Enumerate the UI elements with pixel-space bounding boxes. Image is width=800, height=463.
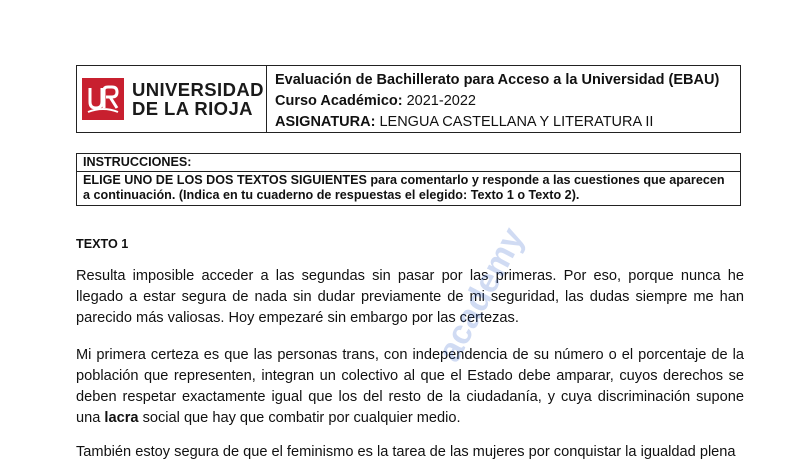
- university-logo: [77, 66, 267, 132]
- course-value: 2021-2022: [406, 93, 476, 109]
- university-crest-icon: [82, 78, 124, 120]
- course-line: [275, 91, 740, 112]
- exam-title: Evaluación de Bachillerato para Acceso a la Universidad (EBAU): [275, 72, 720, 88]
- course-label: Curso Académico:: [275, 93, 403, 109]
- instructions-box: [76, 153, 741, 206]
- exam-header: [76, 65, 741, 133]
- text1-paragraph-1: Resulta imposible acceder a las segundas sin pasar por las primeras. Por eso, porque nunca he llegado a estar segura de nada sin dudar previamente de mi seguridad, las dudas siempre me han parecido más valiosas. Hoy empezaré sin embargo por las certezas.: [76, 268, 744, 326]
- instructions-body: ELIGE UNO DE LOS DOS TEXTOS SIGUIENTES para comentarlo y responde a las cuestiones que aparecen a continuación. (Indica en tu cuaderno de respuestas el elegido: Texto 1 o Texto 2).: [83, 173, 725, 202]
- subject-value: LENGUA CASTELLANA Y LITERATURA II: [379, 114, 654, 130]
- paragraph-2-text-end: social que hay que combatir por cualquier medio.: [142, 410, 461, 426]
- university-name-line2: DE LA RIOJA: [132, 98, 253, 119]
- university-name-line1: UNIVERSIDAD: [132, 79, 264, 100]
- subject-line: [275, 112, 740, 133]
- subject-label: ASIGNATURA:: [275, 114, 376, 130]
- text1-paragraph-2: [76, 345, 744, 429]
- university-name: [132, 80, 264, 118]
- paragraph-2-emphasis: lacra: [104, 410, 139, 426]
- text1-title: TEXTO 1: [76, 237, 129, 251]
- instructions-heading: INSTRUCCIONES:: [77, 154, 740, 172]
- exam-info: [267, 66, 740, 132]
- text1-paragraph-3: También estoy segura de que el feminismo es la tarea de las mujeres por conquistar la igualdad plena: [76, 444, 736, 460]
- paragraph-2-text: Mi primera certeza es que las personas trans, con independencia de su número o el porcentaje de la población que representen, integran un colectivo al que el Estado debe amparar, cuyos derechos se deben respetar exactamente igual que los del resto de la ciudadanía, y cuya discriminación supone una: [76, 347, 744, 426]
- watermark: academy: [430, 221, 532, 368]
